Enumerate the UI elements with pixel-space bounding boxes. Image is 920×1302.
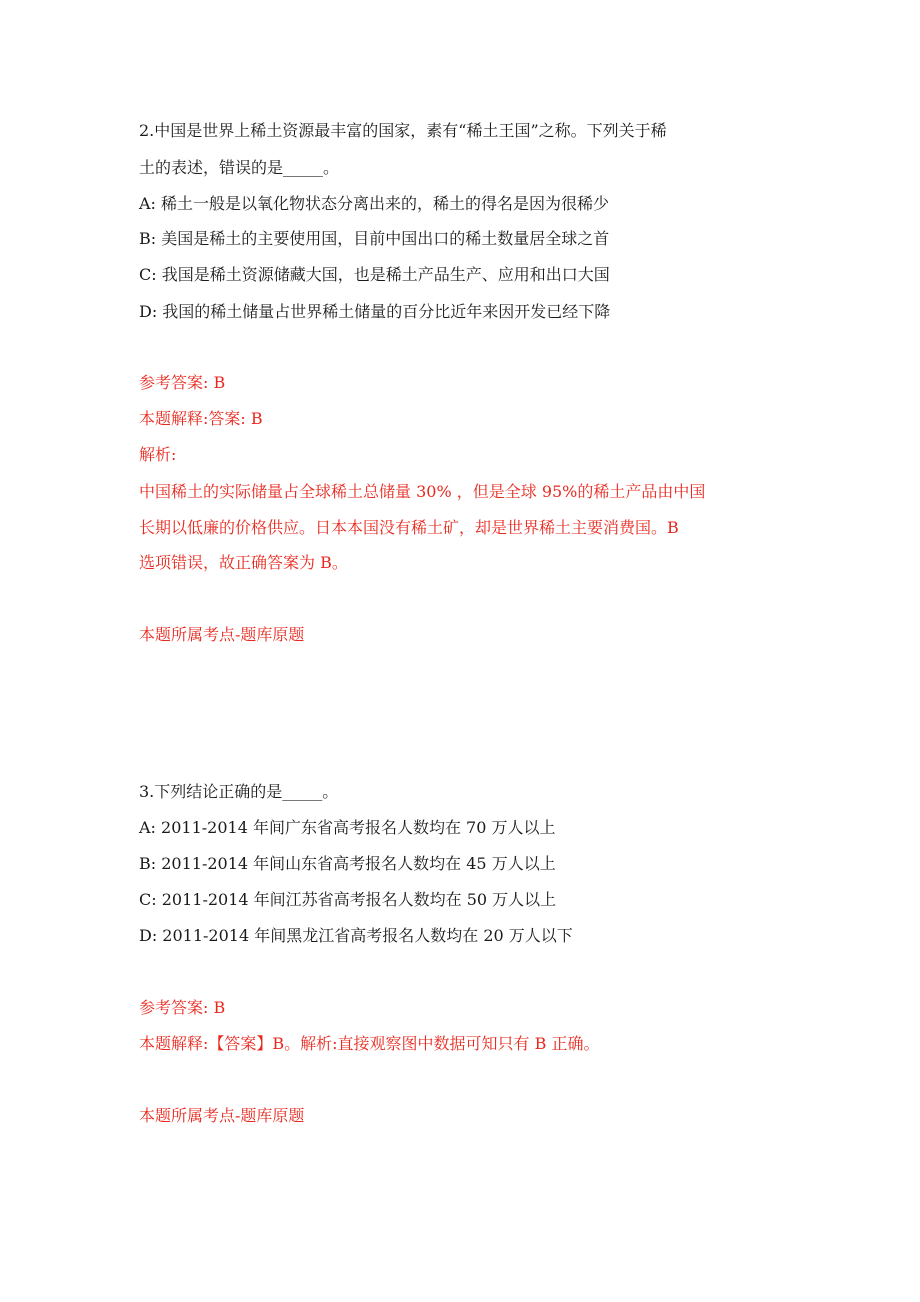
q3-option-a: A: 2011-2014 年间广东省高考报名人数均在 70 万人以上 — [139, 818, 556, 837]
q3-option-c: C: 2011-2014 年间江苏省高考报名人数均在 50 万人以上 — [139, 890, 557, 909]
q2-stem-line-1: 2.中国是世界上稀土资源最丰富的国家，素有“稀土王国”之称。下列关于稀 — [139, 121, 667, 140]
q3-explanation: 本题解释:【答案】B。解析:直接观察图中数据可知只有 B 正确。 — [139, 1034, 600, 1053]
q2-analysis-line-1: 中国稀土的实际储量占全球稀土总储量 30% ，但是全球 95%的稀土产品由中国 — [139, 482, 706, 501]
q3-option-b: B: 2011-2014 年间山东省高考报名人数均在 45 万人以上 — [139, 854, 556, 873]
q2-option-b: B: 美国是稀土的主要使用国，目前中国出口的稀土数量居全球之首 — [139, 229, 610, 248]
q2-analysis-label: 解析: — [139, 445, 177, 464]
q2-option-a: A: 稀土一般是以氧化物状态分离出来的，稀土的得名是因为很稀少 — [139, 194, 610, 213]
q2-option-c: C: 我国是稀土资源储藏大国，也是稀土产品生产、应用和出口大国 — [139, 265, 610, 284]
q2-analysis-line-2: 长期以低廉的价格供应。日本本国没有稀土矿，却是世界稀土主要消费国。B — [139, 518, 679, 537]
q3-option-d: D: 2011-2014 年间黑龙江省高考报名人数均在 20 万人以下 — [139, 926, 573, 945]
q2-topic: 本题所属考点-题库原题 — [139, 625, 305, 644]
q2-stem-line-2: 土的表述，错误的是_____。 — [139, 158, 340, 177]
q2-explanation-header: 本题解释:答案: B — [139, 409, 263, 428]
q2-answer: 参考答案: B — [139, 373, 226, 392]
q2-analysis-line-3: 选项错误，故正确答案为 B。 — [139, 553, 348, 572]
q2-option-d: D: 我国的稀土储量占世界稀土储量的百分比近年来因开发已经下降 — [139, 302, 611, 321]
q3-stem: 3.下列结论正确的是_____。 — [139, 782, 339, 801]
q3-answer: 参考答案: B — [139, 998, 226, 1017]
q3-topic: 本题所属考点-题库原题 — [139, 1106, 305, 1125]
